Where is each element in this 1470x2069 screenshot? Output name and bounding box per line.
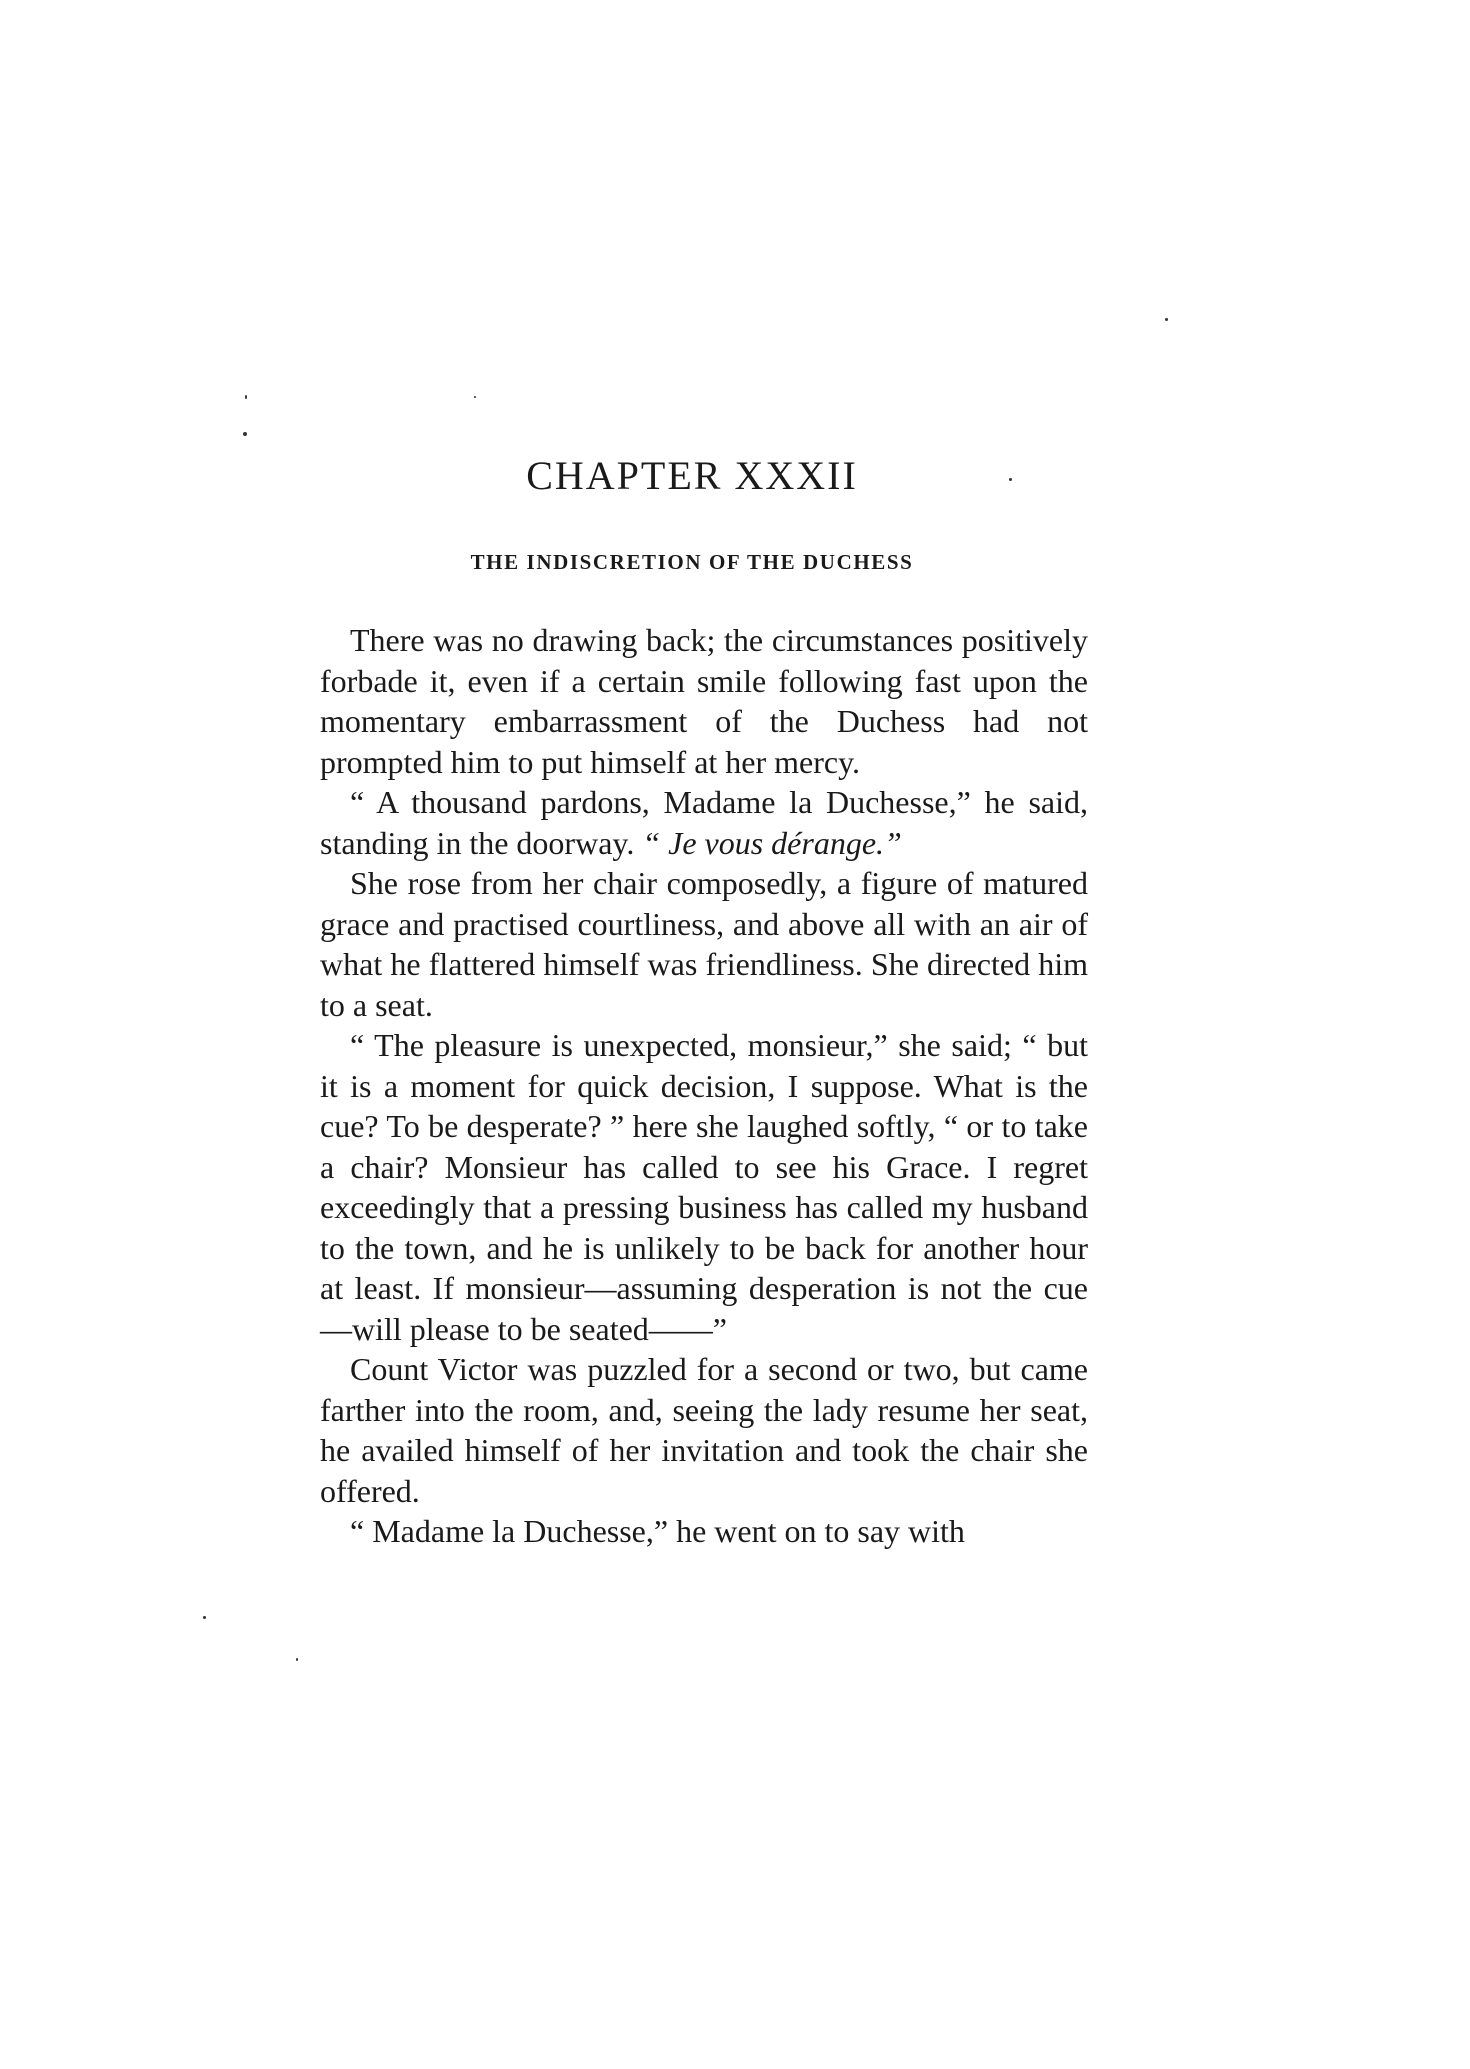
paragraph [320,782,1088,863]
chapter-title: CHAPTER XXXII [526,453,858,498]
paragraph: “ Madame la Duchesse,” he went on to say with [350,1513,965,1549]
paragraph: She rose from her chair composedly, a figure of matured grace and practised courtliness, and above all with an air of what he flattered himself was friendliness. She directed him to a seat. [320,865,1088,1023]
scan-speck [243,432,247,436]
scan-speck [296,1658,298,1661]
paragraph-text: “ A thousand pardons, Madame la Duchesse,” he said, standing in the doorway. [320,784,1088,861]
paragraph: Count Victor was puzzled for a second or two, but came farther into the room, and, seeing the lady resume her seat, he availed himself of her invitation and took the chair she offered. [320,1351,1088,1509]
italic-french-phrase: “ Je vous dérange.” [642,824,902,861]
scan-speck [474,396,476,398]
scan-speck [245,395,247,399]
chapter-body [320,620,1088,1552]
paragraph: There was no drawing back; the circumstances positively forbade it, even if a certain smile following fast upon the momentary embarrassment of the Duchess had not prompted him to put himself at her mercy. [320,622,1088,780]
scan-speck [203,1616,206,1619]
scan-speck [1165,318,1168,321]
paragraph: “ The pleasure is unexpected, monsieur,” she said; “ but it is a moment for quick decision, I suppose. What is the cue? To be desperate? ” here she laughed softly, “ or to take a chair? Monsieur has called to see his Grace. I regret exceedingly that a pressing business has called my husband to the town, and he is unlikely to be back for another hour at least. If monsieur—assuming desperation is not the cue—will please to be seated——” [320,1027,1088,1347]
chapter-subtitle: THE INDISCRETION OF THE DUCHESS [470,550,914,574]
scan-speck [1009,478,1012,481]
